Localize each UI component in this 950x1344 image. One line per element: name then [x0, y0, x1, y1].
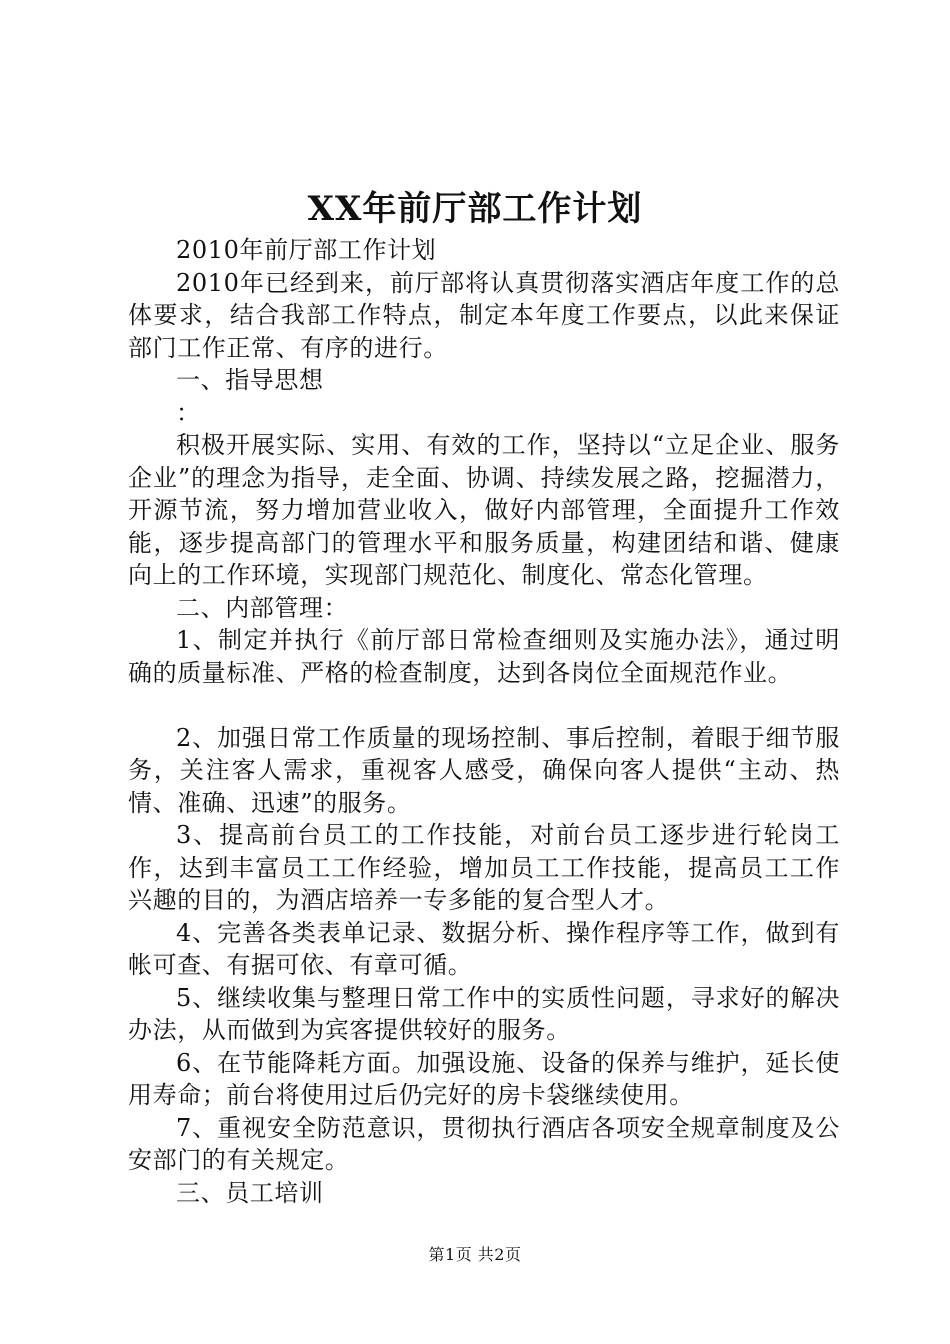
intro-paragraph: 2010年已经到来，前厅部将认真贯彻落实酒店年度工作的总体要求，结合我部工作特点，制定本年度工作要点，以此来保证部门工作正常、有序的进行。: [128, 268, 840, 362]
list-item-6: 6、在节能降耗方面。加强设施、设备的保养与维护，延长使用寿命；前台将使用过后仍完好的房卡袋继续使用。: [128, 1048, 840, 1109]
list-item-5: 5、继续收集与整理日常工作中的实质性问题，寻求好的解决办法，从而做到为宾客提供较好的服务。: [128, 983, 840, 1044]
list-item-4: 4、完善各类表单记录、数据分析、操作程序等工作，做到有帐可查、有据可依、有章可循。: [128, 918, 840, 979]
list-item-7: 7、重视安全防范意识，贯彻执行酒店各项安全规章制度及公安部门的有关规定。: [128, 1113, 840, 1174]
list-item-1: 1、制定并执行《前厅部日常检查细则及实施办法》，通过明确的质量标准、严格的检查制度，达到各岗位全面规范作业。: [128, 626, 840, 687]
section-heading-internal-management: 二、内部管理：: [176, 593, 349, 622]
page-footer: 第1页 共2页: [428, 1245, 522, 1264]
document-body: [128, 234, 840, 1209]
list-item-3: 3、提高前台员工的工作技能，对前台员工逐步进行轮岗工作，达到丰富员工工作经验，增加员工工作技能，提高员工工作兴趣的目的，为酒店培养一专多能的复合型人才。: [128, 821, 840, 914]
section-colon: ：: [176, 398, 201, 427]
plan-subtitle: 2010年前厅部工作计划: [176, 236, 437, 264]
blank-line: [128, 689, 840, 722]
section-heading-guiding-ideology: 一、指导思想: [176, 366, 324, 394]
document-title: XX年前厅部工作计划: [307, 189, 643, 229]
list-item-2: 2、加强日常工作质量的现场控制、事后控制，着眼于细节服务，关注客人需求，重视客人感受，确保向客人提供“主动、热情、准确、迅速”的服务。: [128, 723, 840, 817]
section-heading-staff-training: 三、员工培训: [176, 1178, 324, 1207]
guiding-ideology-paragraph: 积极开展实际、实用、有效的工作，坚持以“立足企业、服务企业”的理念为指导，走全面、协调、持续发展之路，挖掘潜力，开源节流，努力增加营业收入，做好内部管理，全面提升工作效能，逐步提高部门的管理水平和服务质量，构建团结和谐、健康向上的工作环境，实现部门规范化、制度化、常态化管理。: [128, 431, 840, 589]
